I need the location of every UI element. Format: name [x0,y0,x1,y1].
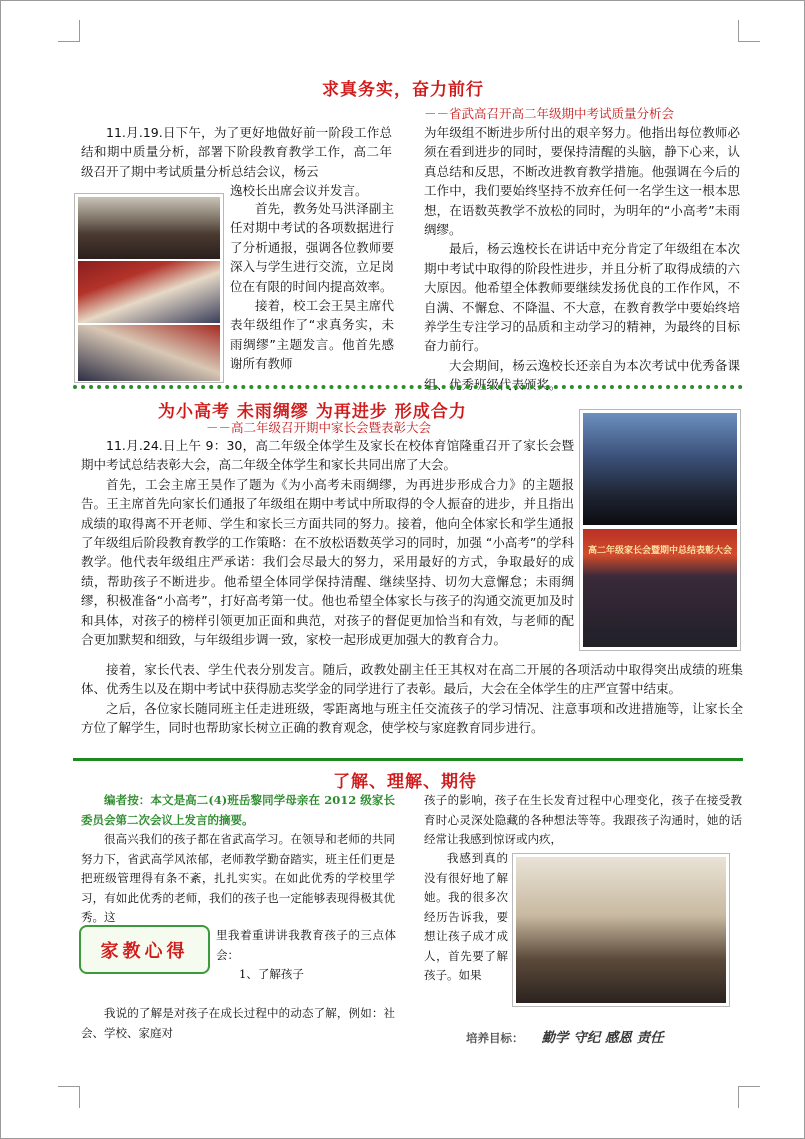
crop-mark-top-right [738,20,760,42]
hall-photo [583,529,737,647]
article1-intro [81,123,392,181]
section-divider-dotted [73,385,743,389]
article3-heading1: 1、了解孩子 [239,967,304,981]
article3-col2-top [424,791,742,850]
article2-photo-stack [579,409,741,651]
motto-label: 培养目标： [466,1031,524,1045]
article1-p6: 大会期间，杨云逸校长还亲自为本次考试中优秀备课组、优秀班级代表颁奖。 [424,357,740,393]
article3-p1: 很高兴我们的孩子都在省武高学习。在领导和老师的共同努力下，省武高学风浓郁，老师教学勤奋踏实，班主任们更是把班级管理得有条不紊，扎扎实实。在如此优秀的学校里学习，有如此优秀的老师，我们的孩子也一定能够表现得极其优秀。这 [81,832,395,924]
article3-photo [512,853,730,1007]
article2-body-narrow [81,436,574,649]
article1-p2: 首先，教务处马洪泽副主任对期中考试的各项数据进行了分析通报，强调各位教师要深入与学生进行交流，立足岗位在有限的时间内提高效率。 [230,201,394,294]
award-photo-2 [78,325,220,381]
article2-p3: 接着，家长代表、学生代表分别发言。随后，政教处副主任王其权对在高二开展的各项活动中取得突出成绩的班集体、优秀生以及在期中考试中获得励志奖学金的同学进行了表彰。最后，大会在全体学生的庄严宣誓中结束。 [81,662,743,697]
article2-p1: 11.月.24.日上午 9：30，高二年级全体学生及家长在校体育馆隆重召开了家长会暨期中考试总结表彰大会，高二年级全体学生和家长共同出席了大会。 [81,438,574,473]
article1-title: 求真务实，奋力前行 [322,80,484,100]
editor-note: 编者按：本文是高二(4)班岳黎同学母亲在 2012 级家长委员会第二次会议上发言的摘要。 [81,793,395,827]
article2-body-wide [81,660,743,738]
article2-subtitle: －－高二年级召开期中家长会暨表彰大会 [206,420,432,435]
article3-p4: 我感到真的没有很好地了解她。我的很多次经历告诉我，要想让孩子成才成人，首先要了解孩子。如果 [424,851,508,982]
article1-p1: 11.月.19.日下午，为了更好地做好前一阶段工作总结和期中质量分析，部署下阶段教育教学工作，高二年级召开了期中考试质量分析总结会议，杨云 [81,125,392,179]
family-education-stamp [79,925,210,974]
article3-col1-bottom [81,1004,395,1043]
speaker-mother-photo [516,857,726,1003]
crop-mark-top-left [58,20,80,42]
article3-col2-side [424,849,508,986]
crop-mark-bottom-left [58,1086,80,1108]
stamp-text: 家教心得 [100,940,189,962]
article1-p3: 接着，校工会王昊主席代表年级组作了“求真务实，未雨绸缪”主题发言。他首先感谢所有教师 [230,298,394,372]
article1-p4: 为年级组不断进步所付出的艰辛努力。他指出每位教师必须在看到进步的同时，要保持清醒的头脑，静下心来，认真总结和反思，不断改进教育教学措施。他强调在今后的工作中，我们要始终坚持不放弃任何一名学生这一根本思想，在语数英教学不放松的同时，为明年的“小高考”未雨绸缪。 [424,125,740,238]
article3-p2: 我说的了解是对孩子在成长过程中的动态了解，例如：社会、学校、家庭对 [81,1006,395,1040]
article1-col1-body [230,199,394,374]
article3-col1-top [81,791,395,928]
article2-p4: 之后，各位家长随同班主任走进班级，零距离地与班主任交流孩子的学习情况、注意事项和改进措施等，让家长全方位了解学生，同时也帮助家长树立正确的教育观念，使学校与家庭教育同步进行。 [81,700,743,736]
speaker-photo [583,413,737,525]
article1-p5: 最后，杨云逸校长在讲话中充分肯定了年级组在本次期中考试中取得的阶段性进步，并且分析了取得成绩的六大原因。他希望全体教师要继续发扬优良的工作作风，不自满、不懈怠、不降温、不大意，在教育教学中要始终培养学生专注学习的品质和主动学习的精神，为最终的目标奋力前行。 [424,241,740,354]
hall-banner-text: 高二年级家长会暨期中总结表彰大会 [587,546,733,556]
section-divider-solid [73,758,743,761]
motto-values: 勤学 守纪 感恩 责任 [541,1030,664,1046]
article3-p3: 孩子的影响，孩子在生长发育过程中心理变化，孩子在接受教育时心灵深处隐藏的各种想法等等。我跟孩子沟通时，她的话经常让我感到惊讶或内疚， [424,793,742,846]
crop-mark-bottom-right [738,1086,760,1108]
article1-intro-end [230,181,392,200]
article1-photo-collage [74,193,224,383]
article2-title: 为小高考 未雨绸缪 为再进步 形成合力 [158,402,467,422]
training-goals [466,1026,664,1046]
meeting-photo [78,197,220,259]
article1-col2-body [424,123,740,395]
article1-subtitle: －－省武高召开高二年级期中考试质量分析会 [424,106,675,121]
article3-title: 了解、理解、期待 [333,772,477,792]
article1-p1-end: 逸校长出席会议并发言。 [230,183,368,198]
article3-p1-end: 里我着重讲讲我教育孩子的三点体会： [216,928,396,962]
award-photo-1 [78,261,220,323]
article2-p2: 首先，工会主席王昊作了题为《为小高考未雨绸缪，为再进步形成合力》的主题报告。王主席首先向家长们通报了年级组在期中考试中所取得的令人振奋的进步，并且指出成绩的取得离不开老师、学生和家长三方面共同的努力。接着，他向全体家长和学生通报了年级组后阶段教育教学的工作策略：在不放松语数英学习的同时，加强 “小高考”的学科教学。他代表年级组庄严承诺：我们会尽最大的努力，采用最好的方式，争取最好的成绩，帮助孩子不断进步。他希望全体同学保持清醒、继续坚持、切勿大意懈怠；未雨绸缪，积极准备“小高考”，打好高考第一仗。他也希望全体家长与孩子的沟通交流更加及时和具体，对孩子的榜样引领更加正面和典范，对孩子的督促更加恰当和有效，与老师的配合更加默契和细致，与年级组步调一致，家校一起形成更加强大的教育合力。 [81,476,574,648]
article3-col1-side [216,926,396,985]
